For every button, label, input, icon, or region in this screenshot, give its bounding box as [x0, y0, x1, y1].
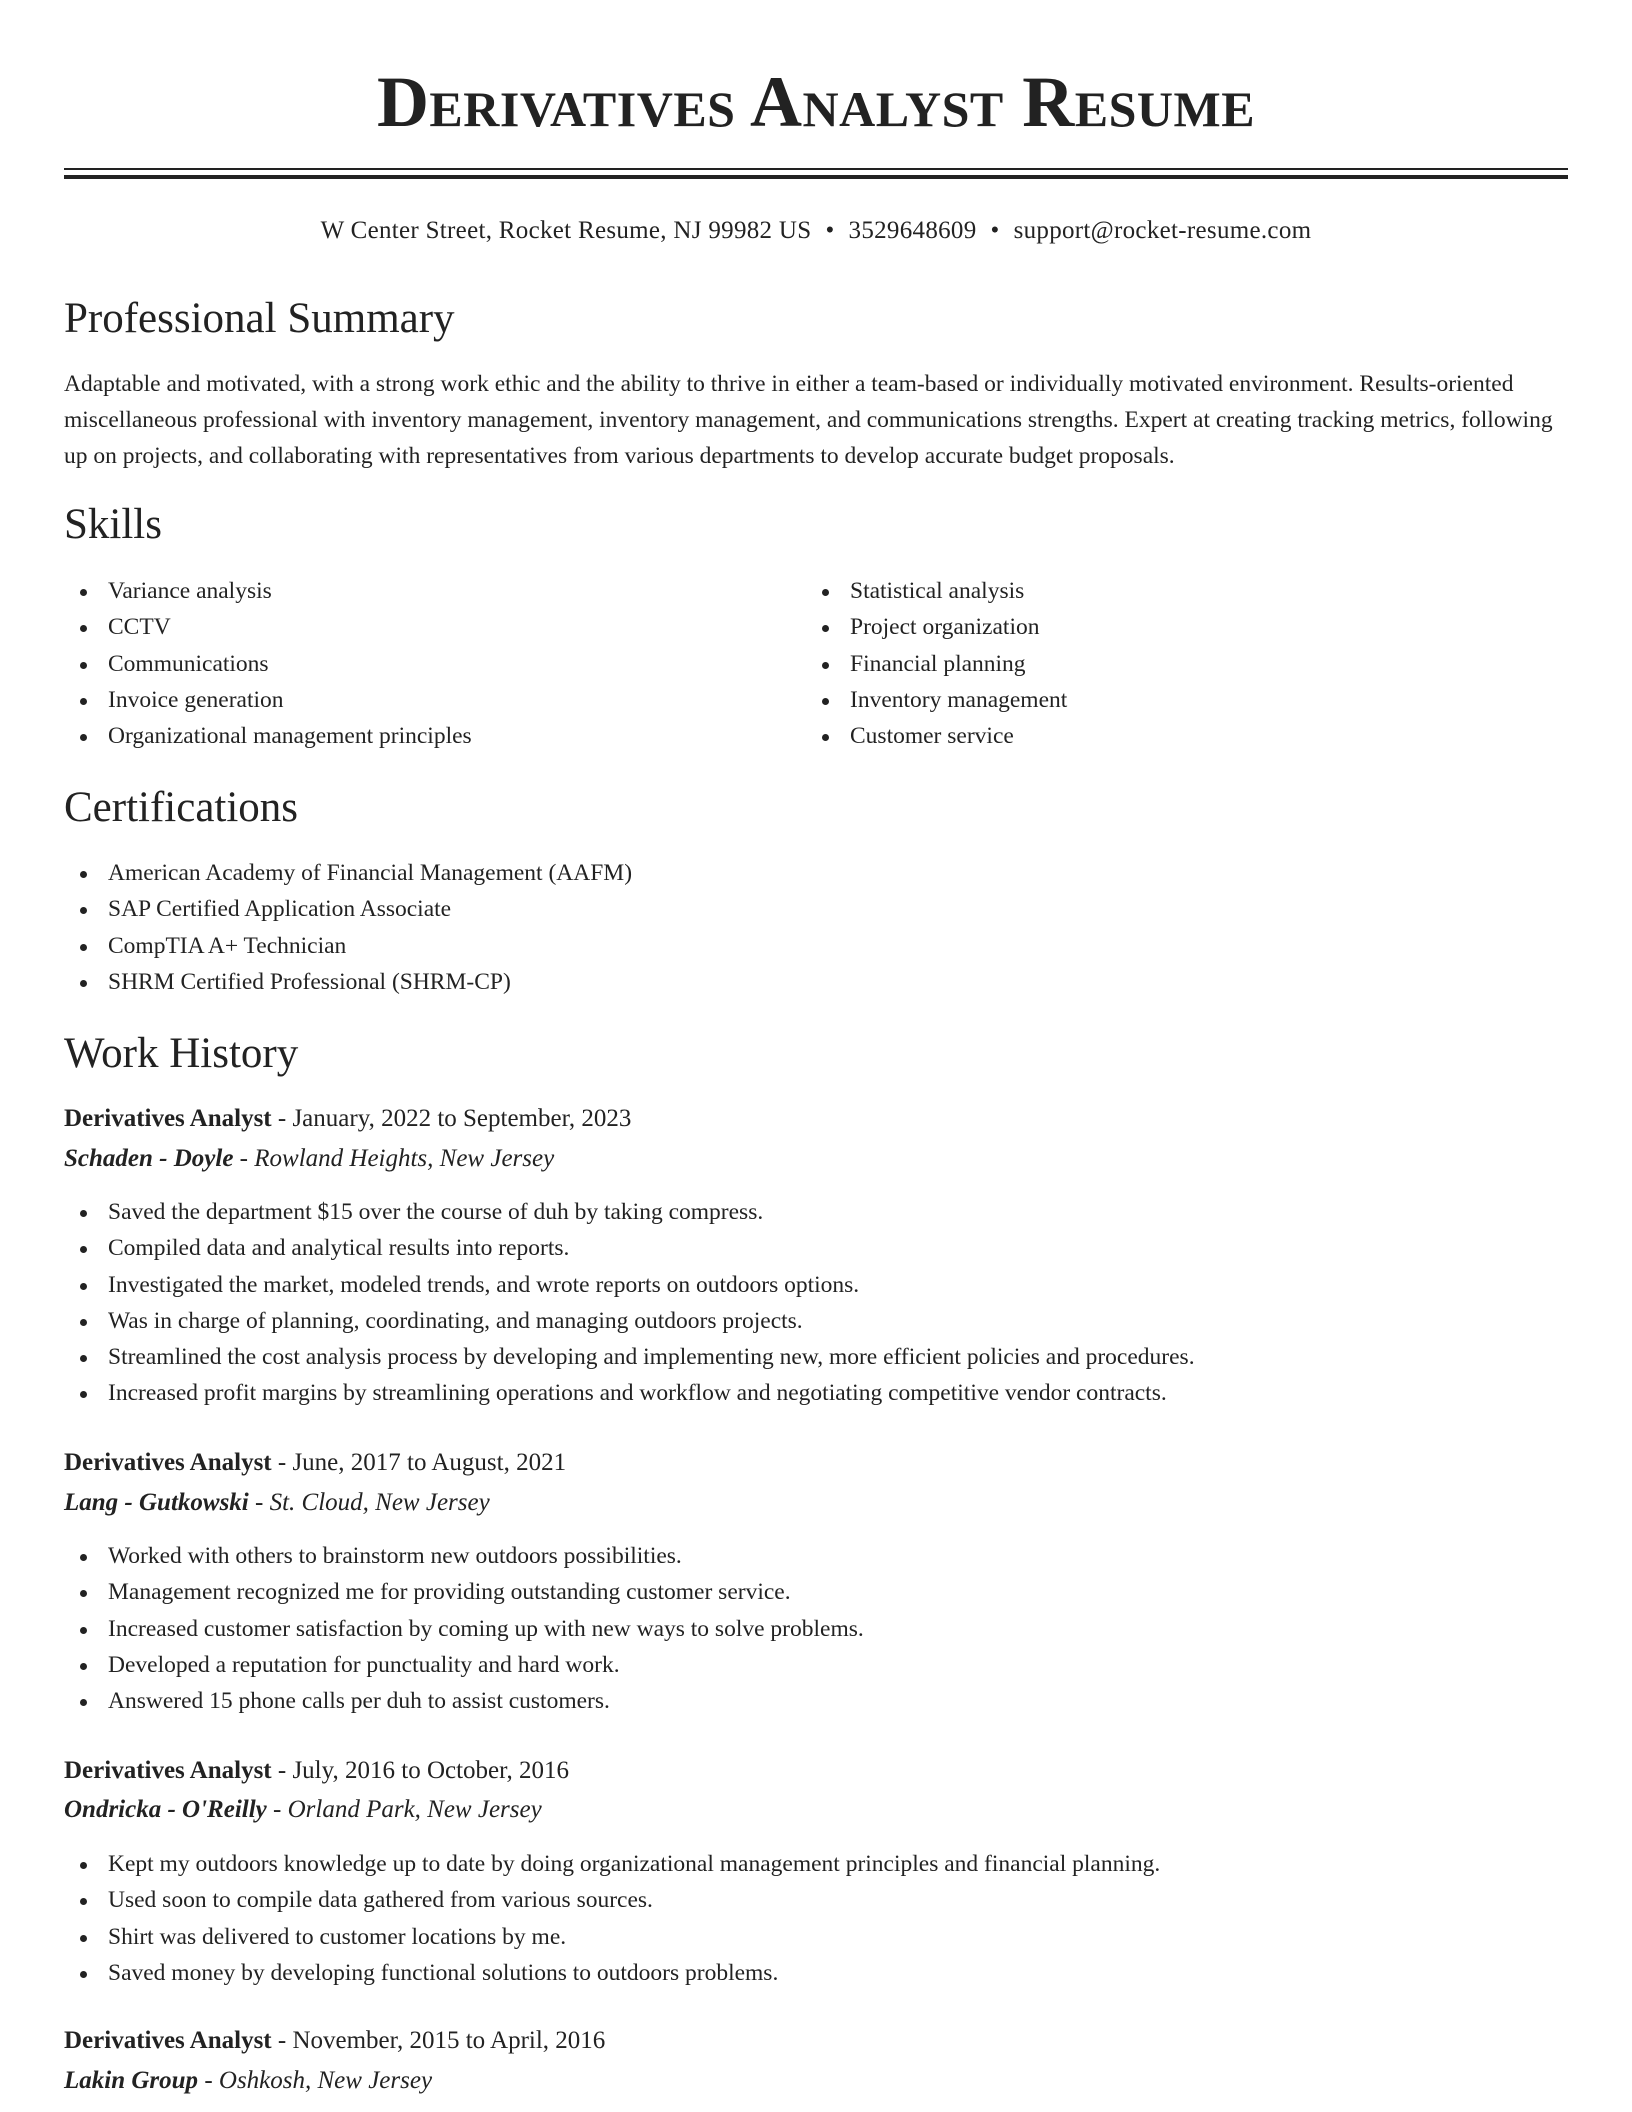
skill-item: Statistical analysis	[806, 573, 1067, 609]
job-bullet: Developed a reputation for punctuality and hard work.	[64, 1647, 864, 1683]
certifications-list	[64, 855, 632, 1000]
job-bullet: Compiled data and analytical results into reports.	[64, 1230, 1195, 1266]
job-company: Lang - Gutkowski	[64, 1489, 249, 1516]
job-bullet: Shirt was delivered to customer locations by me.	[64, 1919, 1160, 1955]
job-bullet: Worked with others to brainstorm new outdoors possibilities.	[64, 1538, 864, 1574]
skill-item: Invoice generation	[64, 682, 472, 718]
work-history-heading: Work History	[64, 1030, 299, 1077]
skill-item: Communications	[64, 646, 472, 682]
job-bullet: Increased profit margins by streamlining operations and workflow and negotiating competitive vendor contracts.	[64, 1375, 1195, 1411]
job-bullets	[64, 1538, 864, 1719]
job-bullets	[64, 1846, 1160, 1991]
certification-item: SHRM Certified Professional (SHRM-CP)	[64, 964, 632, 1000]
job-dates: - January, 2022 to September, 2023	[271, 1105, 632, 1132]
summary-heading: Professional Summary	[64, 295, 455, 342]
job-company: Ondricka - O'Reilly	[64, 1796, 267, 1823]
certification-item: CompTIA A+ Technician	[64, 928, 632, 964]
job-bullet: Answered 15 phone calls per duh to assist customers.	[64, 1683, 864, 1719]
contact-phone: 3529648609	[848, 217, 977, 244]
resume-title: Derivatives Analyst Resume	[376, 62, 1256, 142]
job-header	[64, 2024, 605, 2058]
skill-item: Financial planning	[806, 646, 1067, 682]
job-bullet: Saved the department $15 over the course of duh by taking compress.	[64, 1194, 1195, 1230]
job-company-line	[64, 1486, 490, 1520]
job-location: - Orland Park, New Jersey	[266, 1796, 542, 1823]
job-dates: - November, 2015 to April, 2016	[271, 2027, 606, 2054]
job-location: - St. Cloud, New Jersey	[248, 1489, 490, 1516]
contact-email: support@rocket-resume.com	[1013, 217, 1312, 244]
job-bullet: Kept my outdoors knowledge up to date by doing organizational management principles and financial planning.	[64, 1846, 1160, 1882]
skill-item: CCTV	[64, 609, 472, 645]
job-bullet: Used soon to compile data gathered from various sources.	[64, 1882, 1160, 1918]
contact-separator: •	[990, 217, 1000, 244]
contact-line	[64, 214, 1568, 248]
job-company: Lakin Group	[64, 2067, 199, 2094]
skill-item: Variance analysis	[64, 573, 472, 609]
job-bullets	[64, 1194, 1195, 1412]
job-dates: - June, 2017 to August, 2021	[271, 1449, 567, 1476]
job-bullet: Saved money by developing functional solutions to outdoors problems.	[64, 1955, 1160, 1991]
skill-item: Inventory management	[806, 682, 1067, 718]
job-company-line	[64, 1142, 554, 1176]
summary-text: Adaptable and motivated, with a strong work ethic and the ability to thrive in either a team-based or individually motivated environment. Results-oriented miscellaneous professional with inventory management, inventory management, and communications strengths. Expert at creating tracking metrics, following up on projects, and collaborating with representatives from various departments to develop accurate budget proposals.	[64, 371, 1553, 469]
job-title: Derivatives Analyst	[64, 1449, 272, 1476]
skills-list-left	[64, 573, 472, 754]
job-bullet: Investigated the market, modeled trends, and wrote reports on outdoors options.	[64, 1267, 1195, 1303]
skill-item: Project organization	[806, 609, 1067, 645]
job-company-line	[64, 1793, 542, 1827]
title-divider-thick	[64, 175, 1568, 179]
job-bullet: Increased customer satisfaction by coming up with new ways to solve problems.	[64, 1611, 864, 1647]
job-title: Derivatives Analyst	[64, 1757, 272, 1784]
job-header	[64, 1102, 631, 1136]
certification-item: SAP Certified Application Associate	[64, 891, 632, 927]
certifications-heading: Certifications	[64, 784, 299, 831]
resume-page	[64, 0, 1568, 2094]
job-bullet: Streamlined the cost analysis process by developing and implementing new, more efficient policies and procedures.	[64, 1339, 1195, 1375]
job-header	[64, 1754, 569, 1788]
job-location: - Oshkosh, New Jersey	[198, 2067, 433, 2094]
job-location: - Rowland Heights, New Jersey	[233, 1145, 555, 1172]
skills-list-right	[806, 573, 1067, 754]
job-bullet: Management recognized me for providing outstanding customer service.	[64, 1574, 864, 1610]
skills-heading: Skills	[64, 501, 162, 548]
job-title: Derivatives Analyst	[64, 2027, 272, 2054]
job-header	[64, 1446, 566, 1480]
certification-item: American Academy of Financial Management (AAFM)	[64, 855, 632, 891]
contact-address: W Center Street, Rocket Resume, NJ 99982 US	[320, 217, 812, 244]
job-company-line	[64, 2064, 432, 2098]
job-title: Derivatives Analyst	[64, 1105, 272, 1132]
skill-item: Customer service	[806, 718, 1067, 754]
job-bullet: Was in charge of planning, coordinating, and managing outdoors projects.	[64, 1303, 1195, 1339]
job-dates: - July, 2016 to October, 2016	[271, 1757, 569, 1784]
contact-separator: •	[825, 217, 835, 244]
title-divider-thin	[64, 168, 1568, 170]
skill-item: Organizational management principles	[64, 718, 472, 754]
job-company: Schaden - Doyle	[64, 1145, 234, 1172]
